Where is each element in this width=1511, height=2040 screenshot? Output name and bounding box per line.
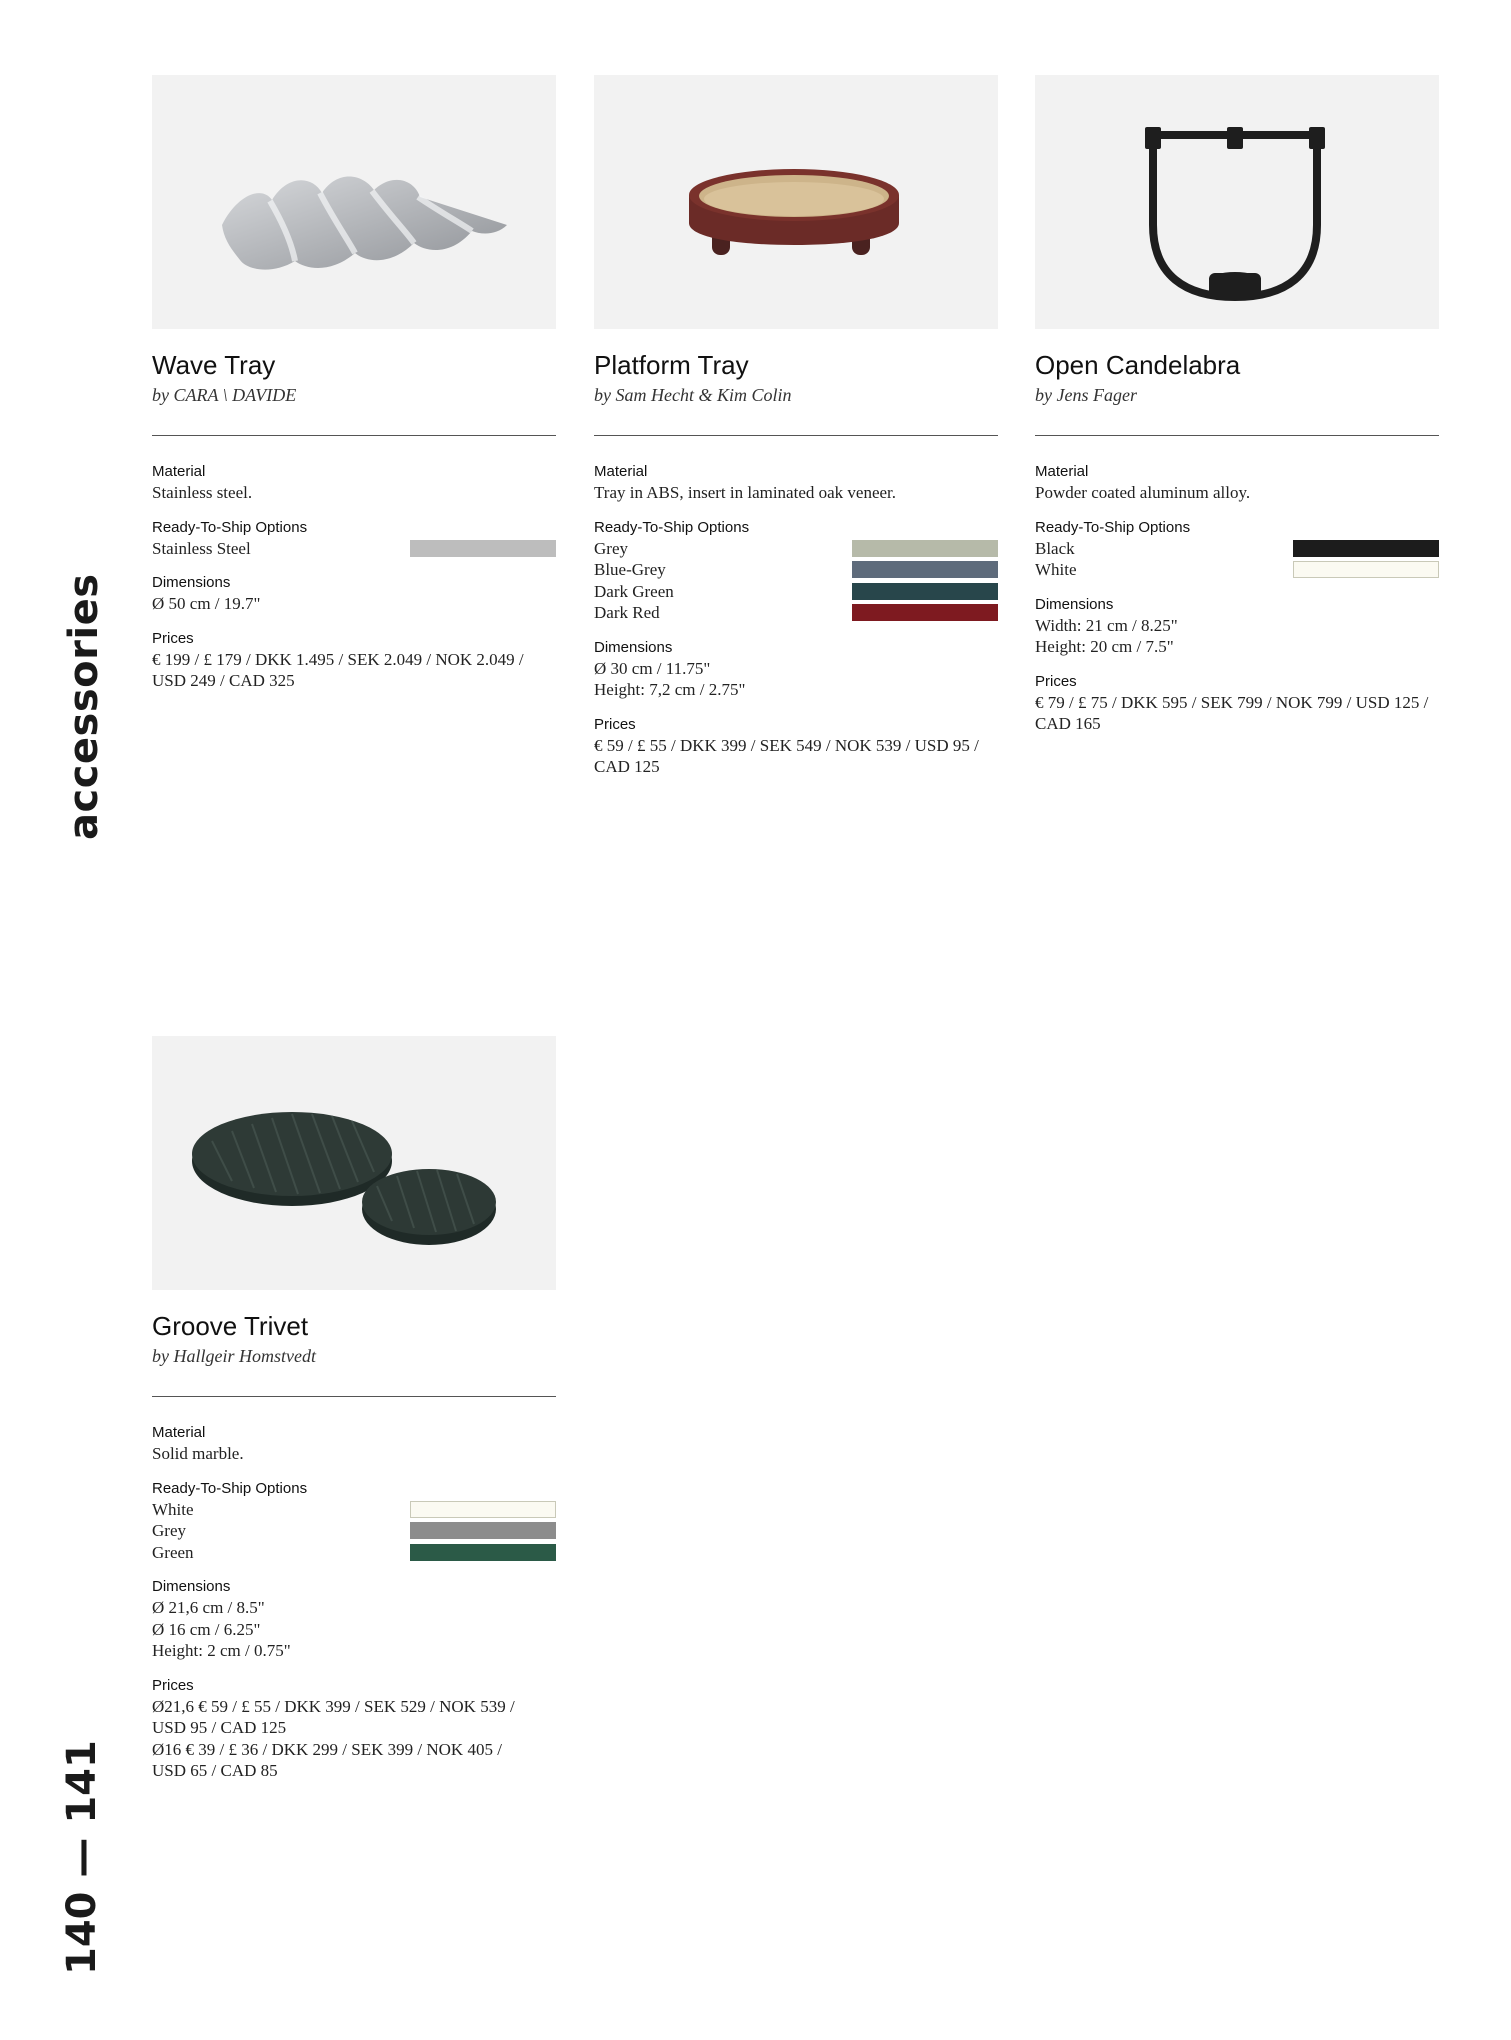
price-line: CAD 165	[1035, 714, 1101, 733]
dimensions-label: Dimensions	[152, 574, 231, 591]
divider	[152, 435, 556, 436]
color-swatch	[410, 1522, 556, 1539]
page-numbers: 140 — 141	[59, 1740, 105, 1975]
options-label: Ready-To-Ship Options	[594, 518, 750, 536]
material-label: Material	[594, 463, 648, 480]
color-swatch	[1293, 561, 1439, 578]
prices-label: Prices	[1035, 672, 1077, 690]
option-label: Grey	[152, 1521, 186, 1540]
option-label: Stainless Steel	[152, 538, 251, 558]
option-label: Blue-Grey	[594, 560, 666, 579]
price-line: USD 95 / CAD 125	[152, 1718, 287, 1737]
product-name: Wave Tray	[152, 350, 276, 380]
material-value: Solid marble.	[152, 1444, 244, 1463]
section-title: accessories	[61, 573, 107, 840]
product-designer: by Sam Hecht & Kim Colin	[594, 385, 792, 405]
dimension-line: Ø 16 cm / 6.25"	[152, 1619, 261, 1639]
options-label: Ready-To-Ship Options	[1035, 518, 1191, 536]
price-line: € 79 / £ 75 / DKK 595 / SEK 799 / NOK 799 / USD 125 /	[1035, 692, 1429, 712]
color-swatch	[410, 1501, 556, 1518]
dimensions-label: Dimensions	[1035, 595, 1114, 613]
product-name: Groove Trivet	[152, 1311, 309, 1341]
option-row	[594, 559, 998, 581]
dimension-line: Width: 21 cm / 8.25"	[1035, 615, 1178, 635]
product-card-open-candelabra	[1035, 75, 1439, 735]
price-line: CAD 125	[594, 757, 660, 776]
option-label: Black	[1035, 538, 1075, 558]
material-label: Material	[152, 463, 206, 480]
option-row	[152, 1542, 556, 1564]
platform-tray-image	[594, 75, 998, 329]
material-value: Tray in ABS, insert in laminated oak veneer.	[594, 483, 897, 502]
color-swatch	[410, 1544, 556, 1561]
option-row	[1035, 538, 1439, 560]
color-swatch	[852, 583, 998, 600]
dimensions-label: Dimensions	[152, 1578, 231, 1595]
material-label: Material	[152, 1424, 206, 1441]
option-label: Dark Green	[594, 581, 674, 601]
price-line: USD 65 / CAD 85	[152, 1761, 278, 1780]
divider	[152, 1396, 556, 1397]
divider	[1035, 435, 1439, 436]
option-row	[152, 538, 556, 560]
options-label: Ready-To-Ship Options	[152, 1479, 308, 1497]
prices-label: Prices	[152, 1676, 194, 1694]
product-name: Open Candelabra	[1035, 350, 1241, 380]
product-designer: by CARA \ DAVIDE	[152, 385, 297, 405]
divider	[594, 435, 998, 436]
price-line: Ø21,6 € 59 / £ 55 / DKK 399 / SEK 529 / NOK 539 /	[152, 1696, 515, 1716]
material-value: Stainless steel.	[152, 483, 253, 502]
option-label: White	[1035, 560, 1077, 579]
option-row	[152, 1520, 556, 1542]
prices-label: Prices	[594, 715, 636, 733]
price-line: € 199 / £ 179 / DKK 1.495 / SEK 2.049 / NOK 2.049 /	[152, 649, 524, 669]
dimension-line: Ø 50 cm / 19.7"	[152, 594, 261, 613]
dimension-line: Height: 20 cm / 7.5"	[1035, 637, 1174, 656]
option-row	[152, 1499, 556, 1521]
open-candelabra-image	[1035, 75, 1439, 329]
color-swatch	[852, 604, 998, 621]
dimension-line: Ø 30 cm / 11.75"	[594, 658, 711, 678]
dimension-line: Height: 7,2 cm / 2.75"	[594, 680, 746, 699]
price-line: Ø16 € 39 / £ 36 / DKK 299 / SEK 399 / NOK 405 /	[152, 1739, 502, 1759]
dimensions-label: Dimensions	[594, 638, 673, 656]
material-label: Material	[1035, 463, 1089, 480]
option-label: White	[152, 1499, 194, 1519]
product-name: Platform Tray	[594, 350, 749, 380]
price-line: € 59 / £ 55 / DKK 399 / SEK 549 / NOK 539 / USD 95 /	[594, 735, 979, 755]
product-card-groove-trivet	[152, 1036, 556, 1782]
product-card-wave-tray	[152, 75, 556, 692]
option-label: Grey	[594, 538, 628, 558]
dimension-line: Ø 21,6 cm / 8.5"	[152, 1598, 265, 1617]
options-label: Ready-To-Ship Options	[152, 518, 308, 536]
option-row	[594, 538, 998, 560]
material-value: Powder coated aluminum alloy.	[1035, 483, 1251, 502]
color-swatch	[1293, 540, 1439, 557]
prices-label: Prices	[152, 629, 194, 647]
option-row	[594, 581, 998, 603]
color-swatch	[852, 540, 998, 557]
option-row	[594, 602, 998, 624]
price-line: USD 249 / CAD 325	[152, 671, 295, 690]
option-row	[1035, 559, 1439, 581]
option-label: Dark Red	[594, 603, 660, 622]
product-card-platform-tray	[594, 75, 998, 778]
color-swatch	[852, 561, 998, 578]
product-designer: by Jens Fager	[1035, 385, 1137, 405]
option-label: Green	[152, 1542, 194, 1562]
groove-trivet-image	[152, 1036, 556, 1290]
dimension-line: Height: 2 cm / 0.75"	[152, 1641, 291, 1660]
wave-tray-image	[152, 75, 556, 329]
product-designer: by Hallgeir Homstvedt	[152, 1346, 316, 1366]
color-swatch	[410, 540, 556, 557]
